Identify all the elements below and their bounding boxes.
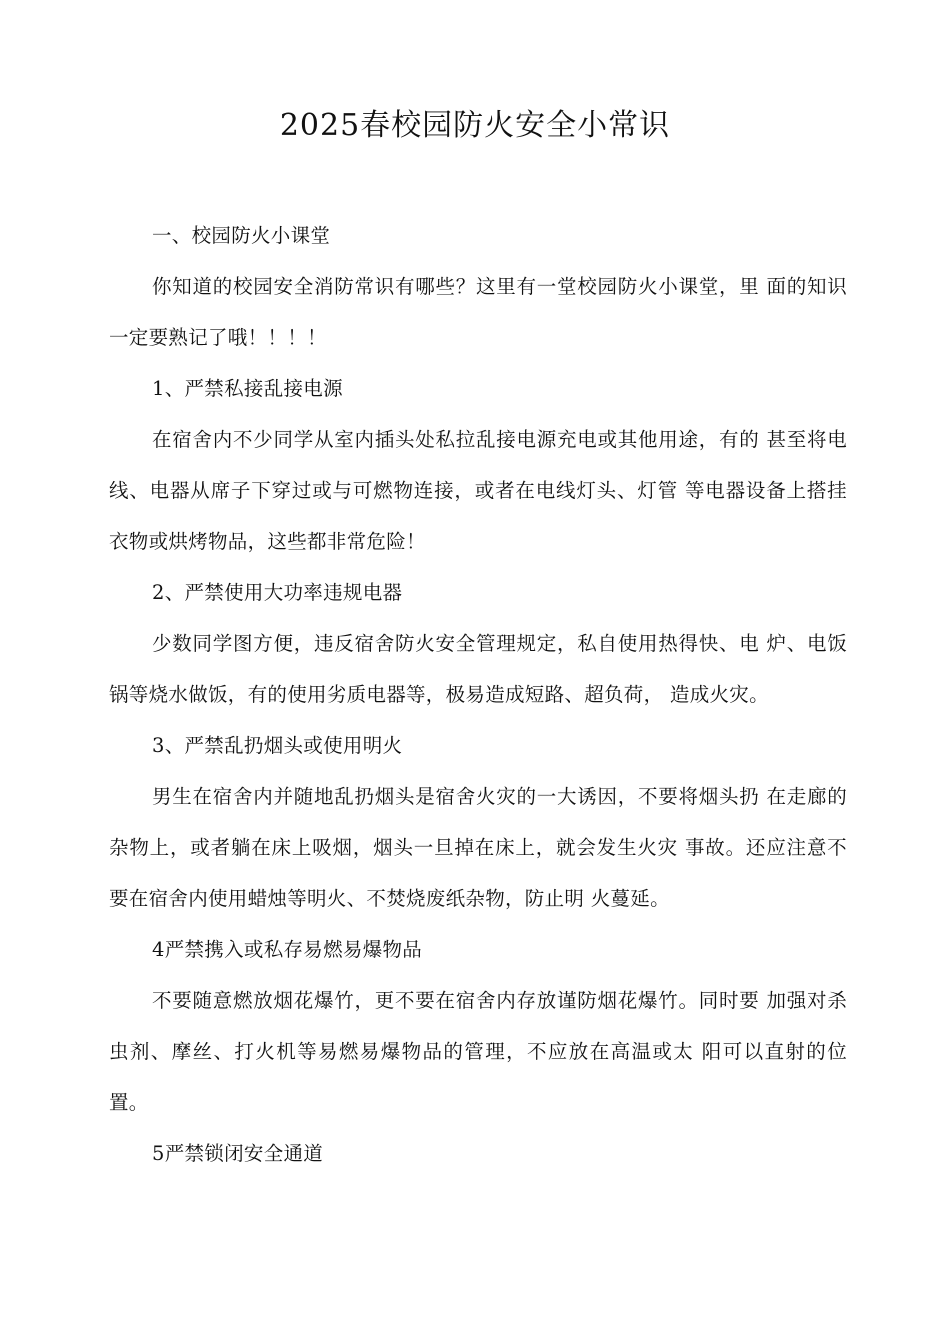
section-heading: 3、严禁乱扔烟头或使用明火 [152,734,403,757]
section-heading: 4严禁携入或私存易燃易爆物品 [152,938,423,961]
document-body [109,210,847,1179]
paragraph: 在宿舍内不少同学从室内插头处私拉乱接电源充电或其他用途，有的 甚至将电线、电器从席子下穿过或与可燃物连接，或者在电线灯头、灯管 等电器设备上搭挂衣物或烘烤物品，这些都非常危险！ [109,428,847,553]
paragraph: 你知道的校园安全消防常识有哪些？这里有一堂校园防火小课堂，里 面的知识一定要熟记了哦！！！！ [109,275,847,349]
section-heading: 5严禁锁闭安全通道 [152,1142,324,1165]
section-heading: 2、严禁使用大功率违规电器 [152,581,403,604]
paragraph: 少数同学图方便，违反宿舍防火安全管理规定，私自使用热得快、电 炉、电饭锅等烧水做饭，有的使用劣质电器等，极易造成短路、超负荷， 造成火灾。 [109,632,847,706]
paragraph: 男生在宿舍内并随地乱扔烟头是宿舍火灾的一大诱因，不要将烟头扔 在走廊的杂物上，或者躺在床上吸烟，烟头一旦掉在床上，就会发生火灾 事故。还应注意不要在宿舍内使用蜡烛等明火、不焚烧废纸杂物，防止明 火蔓延。 [109,785,847,910]
section-heading: 1、严禁私接乱接电源 [152,377,343,400]
page-title: 2025春校园防火安全小常识 [279,108,671,143]
paragraph: 不要随意燃放烟花爆竹，更不要在宿舍内存放谨防烟花爆竹。同时要 加强对杀虫剂、摩丝、打火机等易燃易爆物品的管理，不应放在高温或太 阳可以直射的位置。 [109,989,847,1114]
section-heading: 一、校园防火小课堂 [152,224,331,247]
